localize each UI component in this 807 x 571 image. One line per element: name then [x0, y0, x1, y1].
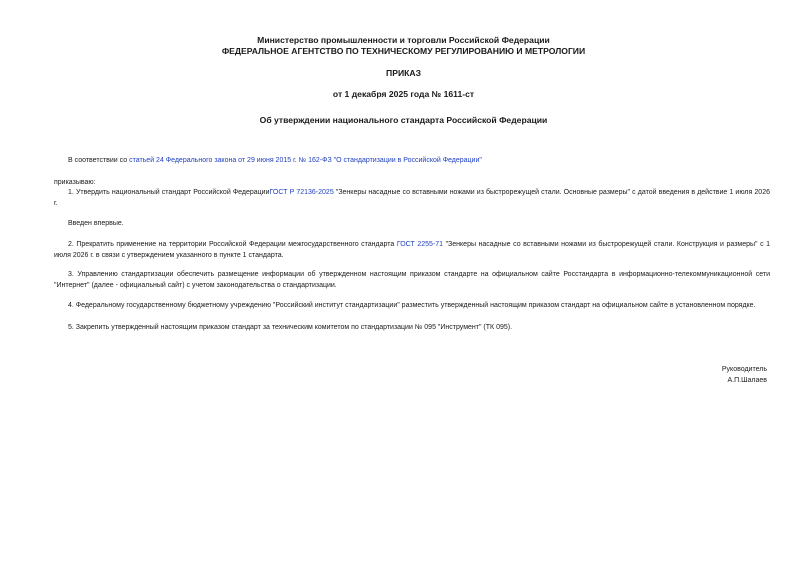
- gost-2255-link[interactable]: ГОСТ 2255-71: [396, 241, 444, 248]
- order-word: приказываю:: [54, 179, 96, 186]
- preamble-paragraph: [54, 156, 770, 167]
- item-3-paragraph: 3. Управлению стандартизации обеспечить размещение информации об утвержденном настоящим приказом стандарте на официальном сайте Росстандарта в информационно-телекоммуникационной сети "Интернет" (далее - официальный сайт) с учетом законодательства о стандартизации.: [54, 271, 770, 289]
- introduced-first-time: Введен впервые.: [68, 220, 124, 227]
- federal-law-link[interactable]: статьей 24 Федерального закона от 29 июня 2015 г. № 162-ФЗ "О стандартизации в Российской Федерации": [129, 157, 482, 164]
- preamble-prefix: В соответствии со: [68, 157, 130, 164]
- document-date-number: от 1 декабря 2025 года № 1611-ст: [332, 89, 475, 99]
- gost-r-72136-link[interactable]: ГОСТ Р 72136-2025: [269, 189, 334, 196]
- item-1-suffix: "Зенкеры насадные со вставными ножами из быстрорежущей стали. Основные размеры" с датой введения в действие 1 июля 2026 г.: [54, 189, 770, 207]
- item-1-paragraph: [54, 188, 770, 209]
- item-5-paragraph: 5. Закрепить утвержденный настоящим приказом стандарт за техническим комитетом по стандартизации № 095 "Инструмент" (ТК 095).: [68, 324, 513, 331]
- item-2-suffix: "Зенкеры насадные со вставными ножами из быстрорежущей стали. Конструкция и размеры" с 1 июля 2026 г. в связи с утверждением указанного в пункте 1 стандарта.: [54, 241, 771, 259]
- document-type: ПРИКАЗ: [386, 68, 421, 78]
- document-title: Об утверждении национального стандарта Российской Федерации: [259, 115, 548, 125]
- item-1-prefix: 1. Утвердить национальный стандарт Российской Федерации: [68, 189, 270, 196]
- signatory-position: Руководитель: [721, 366, 767, 373]
- signature-block: [722, 365, 767, 386]
- ministry-name: Министерство промышленности и торговли Российской Федерации: [257, 35, 550, 45]
- item-2-paragraph: [54, 240, 770, 261]
- signatory-name: А.П.Шалаев: [727, 376, 767, 384]
- document-page: [40, 0, 771, 571]
- item-2-prefix: 2. Прекратить применение на территории Российской Федерации межгосударственного стандарта: [68, 241, 397, 248]
- item-4-paragraph: 4. Федеральному государственному бюджетному учреждению "Российский институт стандартизации" разместить утвержденный настоящим приказом стандарт на официальном сайте в установленном порядке.: [68, 302, 756, 309]
- agency-name: ФЕДЕРАЛЬНОЕ АГЕНТСТВО ПО ТЕХНИЧЕСКОМУ РЕГУЛИРОВАНИЮ И МЕТРОЛОГИИ: [221, 46, 586, 56]
